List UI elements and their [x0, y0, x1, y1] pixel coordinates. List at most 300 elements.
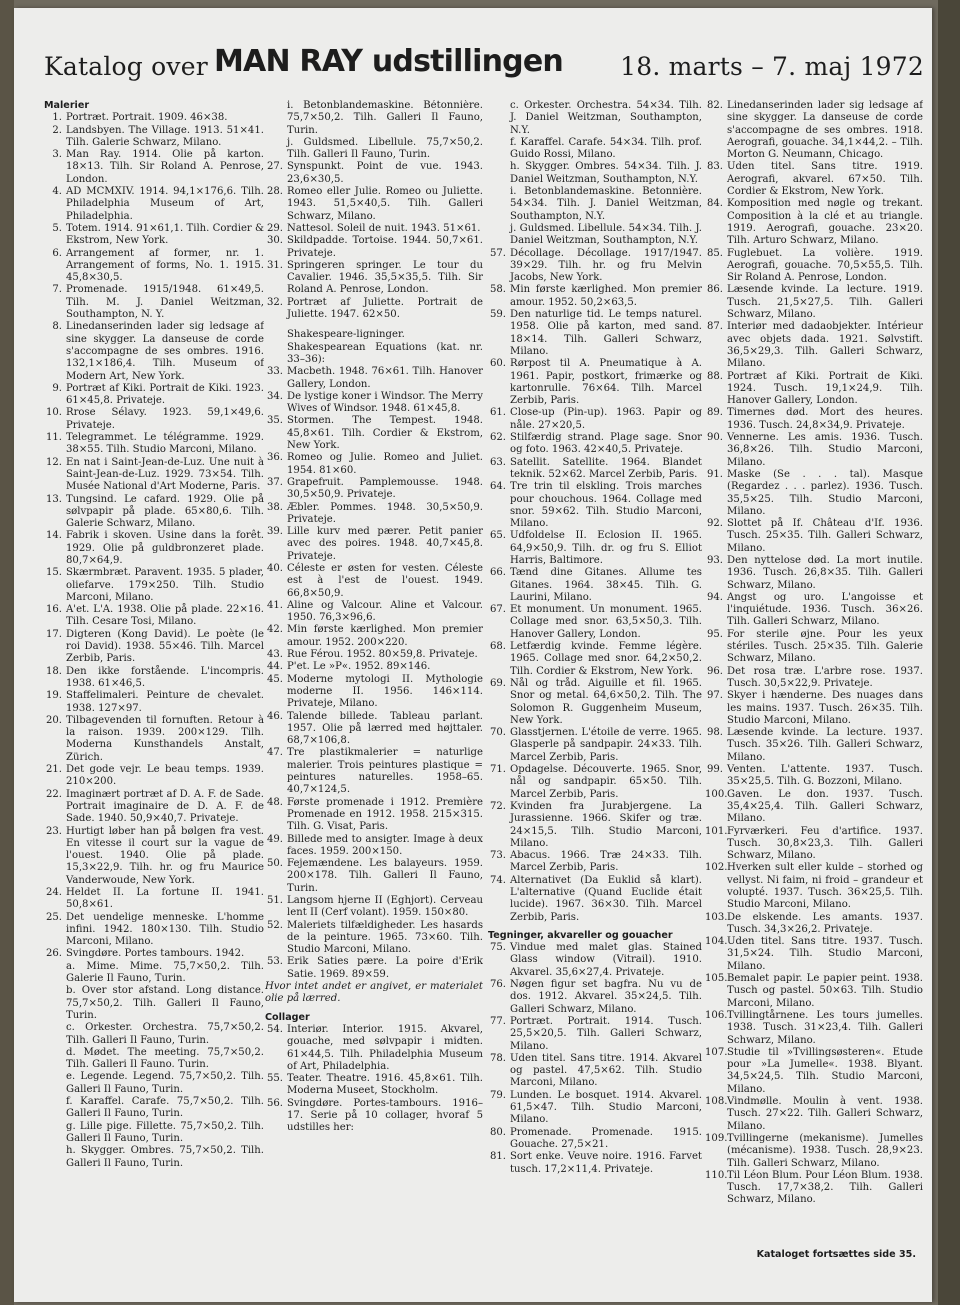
entry-number: 38. [266, 501, 283, 513]
entry-number: 49. [266, 833, 283, 845]
entry-number: 69. [489, 677, 506, 689]
entry-text: Grapefruit. Pamplemousse. 1948. 30,5×50,9. Privateje. [287, 476, 483, 501]
catalog-entry [705, 432, 923, 469]
entry-number: 63. [489, 456, 506, 468]
entry-text: Sort enke. Veuve noire. 1916. Farvet tusch. 17,2×11,4. Privateje. [510, 1151, 702, 1175]
entry-number: 106. [705, 1009, 728, 1021]
entry-text: Teater. Theatre. 1916. 45,8×61. Tilh. Moderna Museet, Stockholm. [287, 1073, 483, 1097]
entry-text: Satellit. Satellite. 1964. Blandet teknik. 52×62. Marcel Zerbib, Paris. [510, 456, 702, 480]
catalog-entry [705, 100, 923, 161]
catalog-entry [265, 502, 483, 527]
entry-text: Tungsind. Le cafard. 1929. Olie på sølvpapir på plade. 65×80,6. Tilh. Galerie Schwarz, Milano. [66, 493, 264, 530]
entry-text: Tænd dine Gitanes. Allume tes Gitanes. 1964. 38×45. Tilh. G. Laurini, Milano. [510, 567, 702, 603]
entry-text: En nat i Saint-Jean-de-Luz. Une nuit à Saint-Jean-de-Luz. 1929. 73×54. Tilh. Musée National d'Art Moderne, Paris. [66, 456, 264, 493]
entry-text: Synspunkt. Point de vue. 1943. 23,6×30,5. [287, 161, 483, 185]
catalog-entry [44, 690, 264, 715]
catalog-subentry: c. Orkester. Orchestra. 54×34. Tilh. J. Daniel Weitzman, Southampton, N.Y. [510, 100, 702, 136]
catalog-entry [705, 973, 923, 1010]
entry-number: 97. [706, 690, 723, 702]
entry-number: 27. [266, 161, 283, 173]
entry-number: 65. [489, 530, 506, 542]
entry-text: Maleriets tilfældigheder. Les hasards de la peinture. 1965. 73×60. Tilh. Studio Marconi, Milano. [287, 919, 483, 956]
catalog-entry [705, 161, 923, 198]
entry-text: Det gode vejr. Le beau temps. 1939. 210×200. [66, 764, 264, 788]
entry-text: Studie til »Tvillingsøsteren«. Etude pour »La Jumelle«. 1938. Blyant. 34,5×24,5. Tilh. Studio Marconi, Milano. [727, 1046, 923, 1095]
catalog-entry [705, 371, 923, 408]
entry-number: 89. [706, 407, 723, 419]
entry-number: 102. [705, 862, 728, 874]
entry-number: 25. [45, 911, 62, 923]
catalog-entry [705, 666, 923, 691]
catalog-entry [705, 826, 923, 863]
catalog-subentry: b. Over stor afstand. Long distance. 75,7×50,2. Tilh. Galleri Il Fauno, Turin. [66, 985, 264, 1021]
entry-number: 105. [705, 973, 728, 985]
entry-text: Imaginært portræt af D. A. F. de Sade. Portrait imaginaire de D. A. F. de Sade. 1940. 50,9×40,7. Privateje. [66, 788, 264, 825]
entry-number: 68. [489, 641, 506, 653]
catalog-subentry: f. Karaffel. Carafe. 54×34. Tilh. prof. Guido Rossi, Milano. [510, 136, 702, 161]
entry-number: 37. [266, 476, 283, 488]
entry-text: Uden titel. Sans titre. 1937. Tusch. 31,5×24. Tilh. Studio Marconi, Milano. [727, 936, 923, 972]
entry-text: Skærmbræt. Paravent. 1935. 5 plader, oliefarve. 179×250. Tilh. Studio Marconi, Milano. [66, 567, 264, 603]
entry-text: Nattesol. Soleil de nuit. 1943. 51×61. [287, 222, 481, 234]
entry-number: 31. [266, 259, 283, 271]
column-4 [705, 100, 923, 1270]
entry-number: 82. [706, 100, 723, 111]
entry-number: 39. [266, 526, 283, 538]
entry-text: Skildpadde. Tortoise. 1944. 50,7×61. Privateje. [287, 235, 483, 259]
catalog-entry [44, 223, 264, 248]
catalog-entry [705, 862, 923, 911]
entry-text: Bemalet papir. Le papier peint. 1938. Tusch og pastel. 50×63. Tilh. Studio Marconi, Milano. [727, 973, 923, 1009]
page-header [44, 44, 924, 94]
entry-number: 104. [705, 936, 728, 948]
entry-number: 78. [489, 1052, 506, 1064]
entry-number: 3. [52, 149, 62, 161]
catalog-subentry: a. Mime. Mime. 75,7×50,2. Tilh. Galerie Il Fauno, Turin. [66, 960, 264, 985]
catalog-entry [44, 715, 264, 764]
entry-text: Tvillingerne (mekanisme). Jumelles (mécanisme). 1938. Tusch. 28,9×23. Tilh. Galleri Schwarz, Milano. [727, 1132, 923, 1169]
entry-text: Venten. L'attente. 1937. Tusch. 35×25,5. Tilh. G. Bozzoni, Milano. [727, 764, 923, 788]
entry-number: 33. [266, 366, 283, 378]
entry-text: Uden titel. Sans titre. 1919. Aerografi, akvarel. 67×50. Tilh. Cordier & Ekstrom, New York. [727, 161, 923, 198]
column-2 [265, 100, 483, 1270]
catalog-entry [705, 1047, 923, 1096]
catalog-subentry: f. Karaffel. Carafe. 75,7×50,2. Tilh. Galleri Il Fauno, Turin. [66, 1096, 264, 1120]
catalog-subentry: j. Guldsmed. Libellule. 75,7×50,2. Tilh. Galleri Il Fauno, Turin. [287, 136, 483, 161]
entry-number: 76. [489, 979, 506, 991]
entry-text: Det rosa træ. L'arbre rose. 1937. Tusch. 30,5×22,9. Privateje. [727, 665, 923, 689]
entry-text: Tilbagevenden til fornuften. Retour à la raison. 1939. 200×129. Tilh. Moderna Kunsthandels Anstalt, Zürich. [66, 714, 264, 763]
catalog-entry [488, 678, 702, 727]
entry-number: 54. [266, 1023, 283, 1035]
catalog-entry [44, 948, 264, 960]
entry-number: 9. [52, 382, 62, 394]
entry-number: 75. [489, 942, 506, 954]
catalog-entry [44, 383, 264, 408]
entry-number: 90. [706, 432, 723, 444]
entry-text: Tre plastikmalerier = naturlige malerier. Trois peintures plastique = peintures naturelles. 1958–65. 40,7×124,5. [287, 747, 483, 796]
entry-text: Abacus. 1966. Træ 24×33. Tilh. Marcel Zerbib, Paris. [510, 850, 702, 874]
entry-text: Min første kærlighed. Mon premier amour. 1952. 50,2×63,5. [510, 284, 702, 308]
catalog-entry [705, 1170, 923, 1207]
entry-text: Stilfærdig strand. Plage sage. Snor og foto. 1963. 42×40,5. Privateje. [510, 432, 702, 456]
entry-text: Fyrværkeri. Feu d'artifice. 1937. Tusch. 30,8×23,3. Tilh. Galleri Schwarz, Milano. [727, 825, 923, 862]
header-prefix: Katalog over [44, 52, 208, 81]
entry-number: 41. [266, 599, 283, 611]
entry-text: Billede med to ansigter. Image à deux faces. 1959. 200×150. [287, 833, 483, 857]
entry-text: Den naturlige tid. Le temps naturel. 1958. Olie på karton, med sand. 18×14. Tilh. Galleri Schwarz, Milano. [510, 309, 702, 357]
entry-number: 80. [489, 1126, 506, 1138]
catalog-entry [265, 661, 483, 673]
entry-number: 86. [706, 284, 723, 296]
catalog-entry [265, 834, 483, 859]
entry-text: Erik Saties pære. La poire d'Erik Satie. 1969. 89×59. [287, 956, 483, 980]
entry-text: Timernes død. Mort des heures. 1936. Tusch. 24,8×34,9. Privateje. [727, 407, 923, 431]
entry-text: Décollage. Décollage. 1917/1947. 39×29. Tilh. hr. og fru Melvin Jacobs, New York. [510, 247, 702, 284]
entry-number: 32. [266, 296, 283, 308]
entry-number: 45. [266, 673, 283, 685]
catalog-entry [44, 764, 264, 789]
entry-number: 99. [706, 764, 723, 776]
entry-text: Vindmølle. Moulin à vent. 1938. Tusch. 27×22. Tilh. Galleri Schwarz, Milano. [727, 1096, 923, 1132]
entry-number: 108. [705, 1096, 728, 1108]
entry-number: 19. [45, 690, 62, 702]
entry-text: Angst og uro. L'angoisse et l'inquiétude. 1936. Tusch. 36×26. Tilh. Galleri Schwarz, Milano. [727, 591, 923, 628]
entry-number: 5. [52, 222, 62, 234]
catalog-subentry: d. Mødet. The meeting. 75,7×50,2. Tilh. Galleri Il Fauno. Turin. [66, 1046, 264, 1071]
catalog-entry [488, 875, 702, 924]
entry-number: 53. [266, 956, 283, 968]
entry-text: Slottet på If. Château d'If. 1936. Tusch. 25×35. Tilh. Galleri Schwarz, Milano. [727, 518, 923, 554]
catalog-entry [44, 432, 264, 457]
entry-text: Fejemændene. Les balayeurs. 1959. 200×178. Tilh. Galleri Il Fauno, Turin. [287, 858, 483, 894]
catalog-entry [488, 850, 702, 875]
entry-number: 15. [45, 567, 62, 579]
entry-number: 101. [705, 825, 728, 837]
entry-number: 6. [52, 247, 62, 259]
entry-text: Langsom hjerne II (Eghjort). Cerveau lent II (Cerf volant). 1959. 150×80. [287, 895, 483, 919]
entry-text: Nøgen figur set bagfra. Nu vu de dos. 1912. Akvarel. 35×24,5. Tilh. Galleri Schwarz, Milano. [510, 979, 702, 1015]
header-dates: 18. marts – 7. maj 1972 [620, 52, 924, 81]
catalog-entry [44, 149, 264, 186]
catalog-entry [44, 248, 264, 285]
entry-number: 56. [266, 1097, 283, 1109]
entry-number: 1. [52, 112, 62, 124]
entry-number: 77. [489, 1015, 506, 1027]
entry-text: Talende billede. Tableau parlant. 1957. Olie på lærred med højttaler. 68,7×106,8. [287, 710, 483, 747]
entry-text: Portræt af Kiki. Portrait de Kiki. 1923. 61×45,8. Privateje. [66, 382, 264, 407]
entry-number: 103. [705, 911, 728, 923]
entry-text: Læsende kvinde. La lecture. 1937. Tusch. 35×26. Tilh. Galleri Schwarz, Milano. [727, 727, 923, 763]
entry-number: 22. [45, 788, 62, 800]
entry-text: Promenade. Promenade. 1915. Gouache. 27,5×21. [510, 1126, 702, 1150]
entry-number: 17. [45, 628, 62, 640]
catalog-entry [265, 186, 483, 223]
entry-text: Til Léon Blum. Pour Léon Blum. 1938. Tusch. 17,7×38,2. Tilh. Galleri Schwarz, Milano. [727, 1169, 923, 1206]
entry-text: Læsende kvinde. La lecture. 1919. Tusch. 21,5×27,5. Tilh. Galleri Schwarz, Milano. [727, 284, 923, 321]
catalog-entry [705, 1010, 923, 1047]
catalog-entry [265, 1024, 483, 1073]
entry-text: Moderne mytologi II. Mythologie moderne II. 1956. 146×114. Privateje, Milano. [287, 673, 483, 710]
catalog-entry [44, 321, 264, 382]
catalog-entry [705, 321, 923, 370]
entry-text: Arrangement af former, nr. 1. Arrangement of forms, No. 1. 1915. 45,8×30,5. [66, 247, 264, 284]
entry-number: 43. [266, 649, 283, 661]
entry-number: 50. [266, 858, 283, 870]
entry-text: Close-up (Pin-up). 1963. Papir og nåle. 27×20,5. [510, 407, 702, 431]
catalog-entry [705, 1096, 923, 1133]
catalog-entry [265, 1098, 483, 1135]
section-heading: Malerier [44, 100, 90, 111]
entry-text: Tvillingtårnene. Les tours jumelles. 1938. Tusch. 31×23,4. Tilh. Galleri Schwarz, Milano. [727, 1009, 923, 1046]
catalog-entry [488, 1053, 702, 1090]
continuation-note: Kataloget fortsættes side 35. [756, 1249, 916, 1260]
catalog-entry [265, 920, 483, 957]
catalog-entry [44, 457, 264, 494]
entry-text: Gaven. Le don. 1937. Tusch. 35,4×25,4. Tilh. Galleri Schwarz, Milano. [727, 788, 923, 825]
entry-number: 85. [706, 247, 723, 259]
entry-text: Totem. 1914. 91×61,1. Tilh. Cordier & Ekstrom, New York. [66, 222, 264, 247]
catalog-entry [265, 956, 483, 981]
entry-number: 48. [266, 796, 283, 808]
catalog-entry [488, 727, 702, 764]
catalog-entry [705, 727, 923, 764]
entry-text: Lille kurv med pærer. Petit panier avec des poires. 1948. 40,7×45,8. Privateje. [287, 526, 483, 562]
entry-text: A'et. L'A. 1938. Olie på plade. 22×16. Tilh. Cesare Tosi, Milano. [66, 604, 264, 628]
catalog-entry [488, 248, 702, 285]
entry-number: 11. [45, 432, 62, 444]
catalog-entry [705, 1133, 923, 1170]
catalog-entry [44, 887, 264, 912]
entry-text: Rrose Sélavy. 1923. 59,1×49,6. Privateje. [66, 407, 264, 431]
catalog-subentry: h. Skygger. Ombres. 75,7×50,2. Tilh. Galleri Il Fauno, Turin. [66, 1145, 264, 1169]
entry-number: 88. [706, 370, 723, 382]
entry-number: 83. [706, 161, 723, 173]
catalog-subentry: i. Betonblandemaskine. Betonnière. 54×34. Tilh. J. Daniel Weitzman, Southampton, N.Y. [510, 186, 702, 222]
entry-text: Romeo eller Julie. Romeo ou Juliette. 1943. 51,5×40,5. Tilh. Galleri Schwarz, Milano. [287, 186, 483, 222]
catalog-entry [265, 297, 483, 322]
entry-number: 67. [489, 604, 506, 616]
entry-number: 61. [489, 407, 506, 419]
entry-number: 57. [489, 247, 506, 259]
entry-text: Portræt af Juliette. Portrait de Juliette. 1947. 62×50. [287, 296, 483, 321]
entry-text: Lunden. Le bosquet. 1914. Akvarel. 61,5×47. Tilh. Studio Marconi, Milano. [510, 1089, 702, 1126]
entry-text: Springeren springer. Le tour du Cavalier. 1946. 35,5×35,5. Tilh. Sir Roland A. Penrose, London. [287, 259, 483, 296]
entry-number: 24. [45, 887, 62, 898]
catalog-entry [488, 309, 702, 358]
entry-number: 2. [52, 124, 62, 136]
entry-number: 23. [45, 825, 62, 837]
entry-number: 52. [266, 919, 283, 931]
column-3 [488, 100, 702, 1270]
entry-text: Telegrammet. Le télégramme. 1929. 38×55. Tilh. Studio Marconi, Milano. [66, 432, 264, 456]
entry-number: 36. [266, 452, 283, 464]
entry-text: Svingdøre. Portes tambours. 1942. [66, 948, 245, 960]
material-note: Hvor intet andet er angivet, er materialet olie på lærred. [265, 981, 483, 1005]
catalog-entry [44, 284, 264, 321]
header-title: MAN RAY udstillingen [214, 44, 563, 79]
catalog-entry [705, 592, 923, 629]
catalog-entry [44, 629, 264, 666]
catalog-entry [705, 518, 923, 555]
entry-text: Æbler. Pommes. 1948. 30,5×50,9. Privateje. [287, 501, 483, 525]
entry-number: 8. [52, 321, 62, 333]
catalog-entry [705, 789, 923, 826]
catalog-entry [488, 604, 702, 641]
entry-number: 72. [489, 800, 506, 812]
catalog-entry [265, 624, 483, 649]
entry-number: 18. [45, 665, 62, 677]
entry-number: 51. [266, 895, 283, 906]
entry-text: De lystige koner i Windsor. The Merry Wives of Windsor. 1948. 61×45,8. [287, 390, 483, 415]
catalog-entry [265, 366, 483, 391]
entry-text: Stormen. The Tempest. 1948. 45,8×61. Tilh. Cordier & Ekstrom, New York. [287, 415, 483, 452]
catalog-subentry: i. Betonblandemaskine. Bétonnière. 75,7×50,2. Tilh. Galleri Il Fauno, Turin. [287, 100, 483, 136]
entry-number: 42. [266, 624, 283, 636]
entry-number: 107. [705, 1046, 728, 1058]
catalog-entry [488, 407, 702, 432]
catalog-entry [44, 112, 264, 124]
entry-text: Interiør med dadaobjekter. Intérieur avec objets dada. 1921. Sølvstift. 36,5×29,3. Tilh. Galleri Schwarz, Milano. [727, 321, 923, 370]
catalog-entry [265, 235, 483, 260]
entry-number: 87. [706, 321, 723, 333]
catalog-entry [488, 457, 702, 482]
entry-text: Fuglebuet. La volière. 1919. Aerografi, gouache. 70,5×55,5. Tilh. Sir Roland A. Penrose, London. [727, 247, 923, 284]
entry-text: Glasstjernen. L'étoile de verre. 1965. Glasperle på sandpapir. 24×33. Tilh. Marcel Zerbib, Paris. [510, 727, 702, 763]
entry-text: Opdagelse. Découverte. 1965. Snor, nål og sandpapir. 65×50. Tilh. Marcel Zerbib, Paris. [510, 764, 702, 800]
catalog-entry [265, 600, 483, 625]
catalog-entry [488, 1016, 702, 1053]
entry-number: 4. [52, 186, 62, 198]
entry-text: Det uendelige menneske. L'homme infini. 1942. 180×130. Tilh. Studio Marconi, Milano. [66, 911, 264, 948]
catalog-entry [705, 407, 923, 432]
entry-text: Letfærdig kvinde. Femme légère. 1965. Collage med snor. 64,2×50,2. Tilh. Cordier & Ekstrom, New York. [510, 641, 702, 677]
entry-text: Fabrik i skoven. Usine dans la forêt. 1929. Olie på guldbronzeret plade. 80,7×64,9. [66, 530, 264, 566]
entry-number: 95. [706, 628, 723, 640]
entry-text: Portræt af Kiki. Portrait de Kiki. 1924. Tusch. 19,1×24,9. Tilh. Hanover Gallery, London. [727, 370, 923, 407]
catalog-entry [265, 895, 483, 920]
entry-text: Vindue med malet glas. Stained Glass window (Vitrail). 1910. Akvarel. 35,6×27,4. Privateje. [510, 942, 702, 978]
catalog-entry [488, 530, 702, 567]
entry-text: Min første kærlighed. Mon premier amour. 1952. 200×220. [287, 624, 483, 648]
entry-number: 26. [45, 948, 62, 960]
entry-number: 66. [489, 567, 506, 579]
entry-number: 55. [266, 1073, 283, 1085]
catalog-entry [44, 912, 264, 949]
catalog-subentry: j. Guldsmed. Libellule. 54×34. Tilh. J. Daniel Weitzman, Southampton, N.Y. [510, 222, 702, 247]
catalog-entry [265, 797, 483, 834]
catalog-entry [488, 481, 702, 530]
catalog-entry [44, 186, 264, 223]
catalog-entry [705, 469, 923, 518]
entry-number: 74. [489, 874, 506, 886]
catalog-entry [44, 125, 264, 150]
entry-number: 35. [266, 415, 283, 427]
entry-text: Macbeth. 1948. 76×61. Tilh. Hanover Gallery, London. [287, 366, 483, 390]
catalog-entry [705, 764, 923, 789]
catalog-entry [705, 936, 923, 973]
catalog-entry [705, 248, 923, 285]
catalog-subentry: h. Skygger. Ombres. 54×34. Tilh. J. Daniel Weitzman, Southampton, N.Y. [510, 161, 702, 185]
entry-number: 59. [489, 309, 506, 321]
catalog-entry [488, 432, 702, 457]
entry-number: 34. [266, 390, 283, 402]
entry-number: 60. [489, 358, 506, 370]
entry-number: 79. [489, 1089, 506, 1101]
entry-text: Staffelimaleri. Peinture de chevalet. 1938. 127×97. [66, 690, 264, 714]
catalog-entry [44, 567, 264, 604]
catalog-entry [44, 826, 264, 887]
catalog-entry [265, 858, 483, 895]
catalog-subentry: c. Orkester. Orchestra. 75,7×50,2. Tilh. Galleri Il Fauno, Turin. [66, 1022, 264, 1046]
entry-text: Kvinden fra Jurabjergene. La Jurassienne. 1966. Skifer og træ. 24×15,5. Tilh. Studio Marconi, Milano. [510, 800, 702, 849]
entry-text: Digteren (Kong David). Le poète (le roi David). 1938. 55×46. Tilh. Marcel Zerbib, Paris. [66, 628, 264, 665]
entry-text: Heldet II. La fortune II. 1941. 50,8×61. [66, 887, 264, 911]
entry-text: Man Ray. 1914. Olie på karton. 18×13. Tilh. Sir Roland A. Penrose, London. [66, 149, 264, 185]
entry-text: Tre trin til elskling. Trois marches pour chouchous. 1964. Collage med snor. 59×62. Tilh. Studio Marconi, Milano. [510, 481, 702, 530]
catalog-entry [488, 1090, 702, 1127]
entry-number: 16. [45, 604, 62, 616]
catalog-entry [488, 1151, 702, 1176]
entry-text: Linedanserinden lader sig ledsage af sine skygger. La danseuse de corde s'accompagne de ses ombres. 1918. Aerografi, gouache. 34,1×44,2. – Tilh. Morton G. Neumann, Chicago. [727, 100, 923, 161]
entry-text: Et monument. Un monument. 1965. Collage med snor. 63,5×50,3. Tilh. Hanover Gallery, London. [510, 604, 702, 640]
entry-text: Maske (Se . . . tal). Masque (Regardez . . . parlez). 1936. Tusch. 35,5×25. Tilh. Studio Marconi, Milano. [727, 468, 923, 517]
section-heading: Tegninger, akvareller og gouacher [488, 929, 673, 941]
entry-number: 14. [45, 530, 62, 542]
entry-text: Hurtigt løber han på bølgen fra vest. En vitesse il court sur la vague de l'ouest. 1940. Olie på plade. 15,3×22,9. Tilh. hr. og fru Maurice Vanderwoude, New York. [66, 825, 264, 886]
catalog-entry [265, 415, 483, 452]
catalog-entry [705, 198, 923, 247]
catalog-entry [265, 674, 483, 711]
entry-text: De elskende. Les amants. 1937. Tusch. 34,3×26,2. Privateje. [727, 911, 923, 935]
catalog-entry [265, 526, 483, 563]
entry-text: Landsbyen. The Village. 1913. 51×41. Tilh. Galerie Schwarz, Milano. [66, 124, 264, 148]
catalog-subentry: Shakespeare-ligninger. [287, 329, 405, 341]
entry-text: Skyer i hænderne. Des nuages dans les mains. 1937. Tusch. 26×35. Tilh. Studio Marconi, Milano. [727, 690, 923, 726]
column-1 [44, 100, 264, 1270]
entry-number: 20. [45, 714, 62, 726]
entry-text: Linedanserinden lader sig ledsage af sine skygger. La danseuse de corde s'accompagne de ses ombres. 1916. 132,1×186,4. Tilh. Museum of Modern Art, New York. [66, 321, 264, 382]
entry-number: 28. [266, 186, 283, 198]
entry-number: 7. [52, 284, 62, 296]
catalog-entry [488, 567, 702, 604]
catalog-entry [488, 801, 702, 850]
catalog-entry [705, 912, 923, 937]
entry-text: Romeo og Julie. Romeo and Juliet. 1954. 81×60. [287, 452, 483, 476]
entry-number: 12. [45, 456, 62, 468]
catalog-subentry: g. Lille pige. Fillette. 75,7×50,2. Tilh. Galleri Il Fauno, Turin. [66, 1120, 264, 1144]
entry-text: Den nyttelose død. La mort inutile. 1936. Tusch. 26,8×35. Tilh. Galleri Schwarz, Milano. [727, 554, 923, 591]
entry-text: Første promenade i 1912. Première Promenade en 1912. 1958. 215×315. Tilh. G. Visat, Paris. [287, 796, 483, 833]
catalog-entry [705, 690, 923, 727]
entry-text: Portræt. Portrait. 1909. 46×38. [66, 112, 228, 124]
catalog-entry [265, 563, 483, 600]
catalog-entry [265, 452, 483, 477]
entry-number: 91. [706, 468, 723, 480]
entry-number: 62. [489, 432, 506, 444]
entry-text: Promenade. 1915/1948. 61×49,5. Tilh. M. J. Daniel Weitzman, Southampton, N. Y. [66, 284, 264, 321]
entry-number: 10. [45, 407, 62, 419]
catalog-entry [265, 747, 483, 796]
entry-number: 40. [266, 562, 283, 574]
entry-number: 98. [706, 727, 723, 739]
catalog-entry [44, 530, 264, 567]
section-heading: Collager [265, 1011, 310, 1023]
catalog-entry [488, 358, 702, 407]
catalog-entry [44, 666, 264, 691]
entry-number: 29. [266, 222, 283, 234]
catalog-entry [488, 641, 702, 678]
